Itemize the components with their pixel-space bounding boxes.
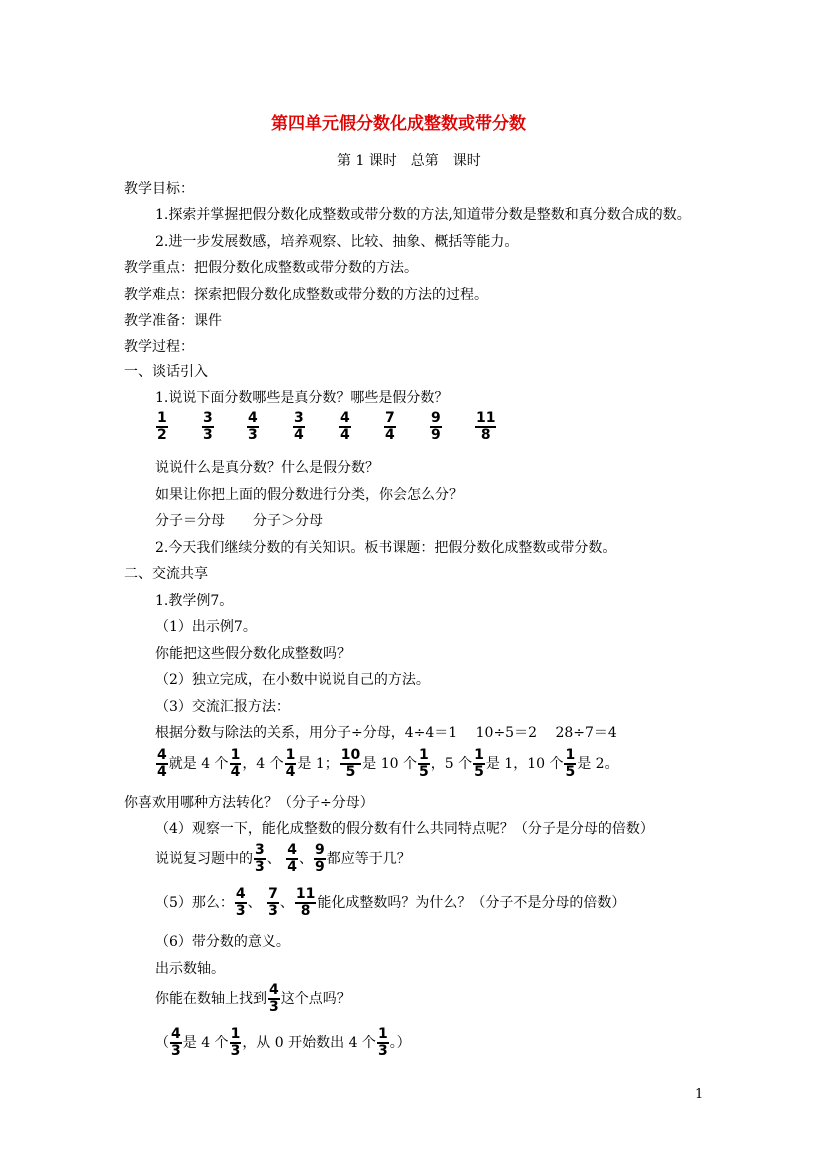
fraction-1-4: $\frac{1}{4}$ <box>230 747 241 780</box>
fraction: $\frac{4}{3}$ <box>248 410 258 443</box>
fraction-4-3: $\frac{4}{3}$ <box>171 1026 181 1059</box>
axis-text: 出示数轴。 <box>155 961 225 977</box>
review-line: 说说复习题中的 $\frac{3}{3}$ 、 $\frac{4}{4}$ 、 $\frac{9}{9}$ 都应等于几？ <box>155 842 411 875</box>
key-point: 教学重点：把假分数化成整数或带分数的方法。 <box>124 260 418 276</box>
question-2: 2.今天我们继续分数的有关知识。板书课题：把假分数化成整数或带分数。 <box>155 540 617 556</box>
step-5-line: （5）那么： $\frac{4}{3}$ 、 $\frac{7}{3}$ 、 $\frac{11}{8}$ 能化成整数吗？为什么？（分子不是分母的倍数） <box>155 886 626 919</box>
page-title: 第四单元假分数化成整数或带分数 <box>271 114 526 134</box>
fraction-1-3: $\frac{1}{3}$ <box>230 1026 241 1059</box>
fraction-list <box>0 411 827 447</box>
prefer-question: 你喜欢用哪种方法转化？（分子÷分母） <box>124 795 374 811</box>
fraction-3-3: $\frac{3}{3}$ <box>255 842 265 875</box>
fraction-1-3: $\frac{1}{3}$ <box>377 1026 388 1059</box>
step-3: （3）交流汇报方法： <box>155 699 290 715</box>
section-1-heading: 一、谈话引入 <box>124 364 208 380</box>
preparation: 教学准备：课件 <box>124 313 222 329</box>
question-1: 1.说说下面分数哪些是真分数？哪些是假分数？ <box>155 390 449 406</box>
page-number: 1 <box>695 1087 704 1102</box>
fraction-1-4: $\frac{1}{4}$ <box>285 747 296 780</box>
fraction-7-3: $\frac{7}{3}$ <box>268 886 278 919</box>
fraction-1-5: $\frac{1}{5}$ <box>474 747 484 780</box>
fraction: $\frac{9}{9}$ <box>431 410 441 443</box>
fraction: $\frac{7}{4}$ <box>385 410 395 443</box>
fraction-9-9: $\frac{9}{9}$ <box>314 842 325 875</box>
meaning-line: （ $\frac{4}{3}$ 是 4 个 $\frac{1}{3}$ ，从 0 开始数出 4 个 $\frac{1}{3}$ 。） <box>155 1026 411 1059</box>
text-classify: 如果让你把上面的假分数进行分类，你会怎么分？ <box>155 487 463 503</box>
fraction-10-5: $\frac{10}{5}$ <box>340 747 361 780</box>
fraction-4-4: $\frac{4}{4}$ <box>157 747 167 780</box>
fraction: $\frac{11}{8}$ <box>476 410 496 443</box>
text-cases: 分子＝分母 分子＞分母 <box>155 513 323 529</box>
fraction-11-8: $\frac{11}{8}$ <box>295 886 316 919</box>
objective-1: 1.探索并掌握把假分数化成整数或带分数的方法,知道带分数是整数和真分数合成的数。 <box>155 207 691 223</box>
fraction: $\frac{4}{4}$ <box>340 410 350 443</box>
fraction-1-5: $\frac{1}{5}$ <box>565 747 576 780</box>
section-2-heading: 二、交流共享 <box>124 566 208 582</box>
fraction-4-4: $\frac{4}{4}$ <box>287 842 297 875</box>
step-1: （1）出示例7。 <box>155 619 257 635</box>
fraction: $\frac{1}{2}$ <box>157 410 167 443</box>
process-heading: 教学过程： <box>124 339 194 355</box>
fraction-4-3: $\frac{4}{3}$ <box>269 982 279 1015</box>
objectives-heading: 教学目标： <box>124 181 194 197</box>
method-fractions-line: $\frac{4}{4}$ 就是 4 个 $\frac{1}{4}$ ，4 个 $\frac{1}{4}$ 是 1； $\frac{10}{5}$ 是 10 个 $\frac{1}{5}$ ，5 个 $\frac{1}{5}$ 是 1，10 个 $\frac{1}{5}$ 是 2。 <box>157 747 619 780</box>
step-1-question: 你能把这些假分数化成整数吗？ <box>155 646 351 662</box>
fraction-1-5: $\frac{1}{5}$ <box>418 747 429 780</box>
fraction: $\frac{3}{3}$ <box>203 410 213 443</box>
fraction-4-3: $\frac{4}{3}$ <box>235 886 246 919</box>
method-text: 根据分数与除法的关系，用分子÷分母，4÷4＝1 10÷5＝2 28÷7＝4 <box>155 725 617 741</box>
step-2: （2）独立完成，在小数中说说自己的方法。 <box>155 672 430 688</box>
step-4: （4）观察一下，能化成整数的假分数有什么共同特点呢？（分子是分母的倍数） <box>155 821 654 837</box>
difficulty: 教学难点：探索把假分数化成整数或带分数的方法的过程。 <box>124 287 488 303</box>
example-heading: 1.教学例7。 <box>155 593 234 609</box>
objective-2: 2.进一步发展数感，培养观察、比较、抽象、概括等能力。 <box>155 234 519 250</box>
text-proper-improper: 说说什么是真分数？什么是假分数？ <box>155 460 379 476</box>
find-line: 你能在数轴上找到 $\frac{4}{3}$ 这个点吗？ <box>155 982 351 1015</box>
fraction: $\frac{3}{4}$ <box>294 410 304 443</box>
step-6: （6）带分数的意义。 <box>155 934 290 950</box>
subtitle: 第 1 课时 总第 课时 <box>337 153 481 169</box>
